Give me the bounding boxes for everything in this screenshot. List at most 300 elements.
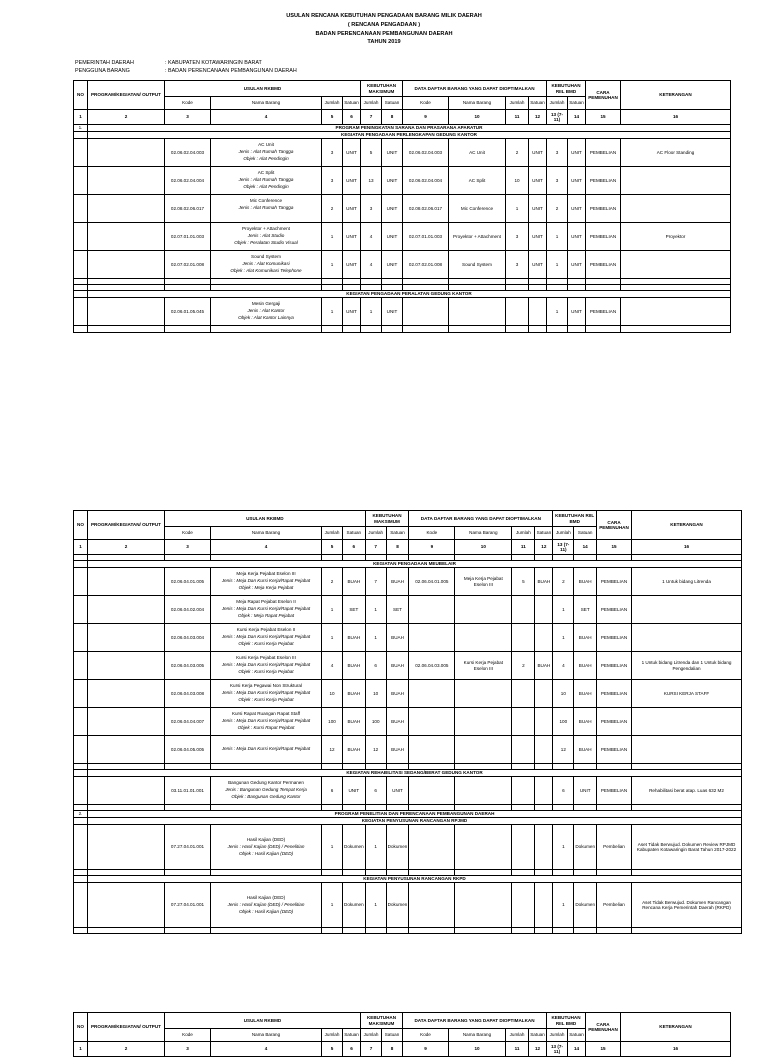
daftar-kode: 02.07.01.01.003: [403, 223, 449, 251]
column-number: 10: [449, 1042, 506, 1057]
daftar-kode: [409, 825, 455, 870]
keterangan: 1 Untuk bidang Litrenda: [632, 568, 742, 596]
section-number: [74, 818, 88, 825]
column-number: 6: [343, 540, 366, 555]
item-objek: Objek : Hasil Kajian (DED): [238, 908, 294, 914]
subheader-satuan: Satuan: [343, 97, 361, 110]
subheader-nama-barang: Nama Barang: [211, 527, 322, 540]
daftar-satuan: [535, 624, 553, 652]
column-number: 13 (7-11): [553, 540, 574, 555]
daftar-satuan: [535, 825, 553, 870]
table-header-row: [74, 81, 731, 97]
usulan-satuan: UNIT: [343, 223, 361, 251]
subheader-jumlah: Jumlah: [547, 97, 568, 110]
col-program-header: PROGRAM/KEGIATAN/ OUTPUT: [88, 81, 165, 110]
table-number-row: [74, 1042, 731, 1057]
col-kebutuhan-riil-header: KEBUTUHAN RIIL BMD: [547, 1013, 586, 1029]
usulan-jumlah: 2: [322, 195, 343, 223]
section-number: [74, 291, 88, 298]
section-title: KEGIATAN PENGADAAN PERLENGKAPAN GEDUNG KANTOR: [88, 132, 731, 139]
riil-jumlah: 100: [553, 708, 574, 736]
section-row: [74, 132, 731, 139]
daftar-satuan: BUAH: [535, 568, 553, 596]
table-row: [74, 680, 742, 708]
riil-jumlah: 1: [553, 624, 574, 652]
maks-satuan: BUAH: [386, 736, 409, 764]
usulan-kode: 02.06.04.03.008: [165, 680, 211, 708]
column-number: 15: [597, 540, 632, 555]
cara-pemenuhan: Pembelian: [597, 825, 632, 870]
cara-pemenuhan: PEMBELIAN: [586, 195, 621, 223]
riil-satuan: UNIT: [568, 139, 586, 167]
item-name: Kursi Kerja Pejabat Eselon II: [236, 627, 296, 632]
item-objek: Objek : Kursi Kerja Pejabat: [238, 669, 294, 674]
riil-satuan: Dokumen: [574, 825, 597, 870]
daftar-nama-barang: [455, 777, 512, 805]
daftar-kode: 02.06.04.01.005: [409, 568, 455, 596]
column-number: 2: [88, 1042, 165, 1057]
maks-jumlah: 1: [365, 596, 386, 624]
daftar-nama-barang: [455, 680, 512, 708]
usulan-jumlah: 3: [322, 139, 343, 167]
table-row: [74, 777, 742, 805]
item-objek: Objek : Meja Rapat Pejabat: [237, 613, 295, 618]
item-jenis: Jenis : Meja Dan Kursi Kerja/Rapat Pejabat: [221, 718, 311, 723]
subheader-nama-barang: Nama Barang: [449, 1029, 506, 1042]
title-line-2: ( RENCANA PENGADAAN ): [347, 21, 421, 28]
table-row: [74, 251, 731, 279]
subheader-jumlah: Jumlah: [322, 97, 343, 110]
section-row: [74, 561, 742, 568]
riil-satuan: UNIT: [568, 167, 586, 195]
usulan-kode: 07.27.04.01.001: [165, 883, 211, 928]
rkbmd-table-page-2: [73, 510, 742, 934]
riil-jumlah: 6: [553, 777, 574, 805]
usulan-nama-barang: [211, 195, 322, 223]
usulan-satuan: UNIT: [343, 195, 361, 223]
usulan-nama-barang: [211, 680, 322, 708]
subheader-nama-barang: Nama Barang: [211, 97, 322, 110]
column-number: 11: [506, 1042, 529, 1057]
daftar-satuan: UNIT: [529, 195, 547, 223]
maks-jumlah: 1: [365, 825, 386, 870]
riil-jumlah: 10: [553, 680, 574, 708]
table-row: [74, 624, 742, 652]
daftar-satuan: [535, 777, 553, 805]
daftar-nama-barang: [455, 708, 512, 736]
column-number: 12: [535, 540, 553, 555]
daftar-nama-barang: AC Split: [449, 167, 506, 195]
maks-satuan: BUAH: [386, 624, 409, 652]
keterangan: Aset Tidak Berwujud. Dokumen Review RPJMD Kabupaten Kotawaringin Barat Tahun 2017-2022: [632, 825, 742, 870]
daftar-jumlah: [512, 825, 535, 870]
cara-pemenuhan: PEMBELIAN: [597, 777, 632, 805]
column-number: 6: [343, 110, 361, 125]
riil-jumlah: 1: [547, 298, 568, 326]
cara-pemenuhan: PEMBELIAN: [586, 251, 621, 279]
usulan-nama-barang: [211, 298, 322, 326]
usulan-nama-barang: [211, 624, 322, 652]
column-number: 7: [361, 1042, 382, 1057]
section-title: KEGIATAN PENGADAAN MEUBELAIR: [88, 561, 742, 568]
riil-satuan: UNIT: [568, 195, 586, 223]
cara-pemenuhan: PEMBELIAN: [586, 139, 621, 167]
usulan-satuan: BUAH: [343, 708, 366, 736]
item-name: Mesin Gergaji: [251, 301, 281, 306]
usulan-satuan: UNIT: [343, 251, 361, 279]
cara-pemenuhan: PEMBELIAN: [597, 680, 632, 708]
cara-pemenuhan: PEMBELIAN: [586, 167, 621, 195]
daftar-jumlah: [512, 777, 535, 805]
subheader-jumlah: Jumlah: [512, 527, 535, 540]
maks-jumlah: 3: [361, 195, 382, 223]
keterangan: [632, 708, 742, 736]
daftar-nama-barang: Sound System: [449, 251, 506, 279]
maks-satuan: Dokumen: [386, 883, 409, 928]
riil-jumlah: 3: [547, 139, 568, 167]
subheader-satuan: Satuan: [568, 1029, 586, 1042]
column-number: 9: [403, 1042, 449, 1057]
item-name: Kursi Kerja Pejabat Eselon III: [236, 655, 296, 660]
subheader-satuan: Satuan: [382, 97, 403, 110]
maks-satuan: BUAH: [386, 708, 409, 736]
maks-jumlah: 13: [361, 167, 382, 195]
riil-satuan: BUAH: [574, 708, 597, 736]
riil-satuan: BUAH: [574, 568, 597, 596]
usulan-kode: 02.08.02.06.017: [165, 195, 211, 223]
col-keterangan-header: KETERANGAN: [621, 1013, 731, 1042]
keterangan: 1 Untuk bidang Litrenda dan 1 Untuk bidang Pengendalian: [632, 652, 742, 680]
table-row: [74, 708, 742, 736]
daftar-nama-barang: [455, 736, 512, 764]
usulan-jumlah: 10: [322, 680, 343, 708]
column-number: 16: [632, 540, 742, 555]
column-number: 1: [74, 1042, 88, 1057]
col-usulan-header: USULAN RKBMD: [165, 511, 366, 527]
riil-jumlah: 1: [553, 825, 574, 870]
column-number: 10: [449, 110, 506, 125]
col-usulan-header: USULAN RKBMD: [165, 1013, 361, 1029]
item-name: Sound System: [251, 254, 281, 259]
daftar-satuan: [535, 736, 553, 764]
column-number: 15: [586, 1042, 621, 1057]
keterangan: [632, 596, 742, 624]
usulan-satuan: UNIT: [343, 777, 366, 805]
daftar-jumlah: [506, 298, 529, 326]
subheader-satuan: Satuan: [386, 527, 409, 540]
usulan-jumlah: 1: [322, 883, 343, 928]
usulan-kode: 07.27.04.01.001: [165, 825, 211, 870]
title-line-3: BADAN PERENCANAAN PEMBANGUNAN DAERAH: [315, 30, 453, 37]
cara-pemenuhan: PEMBELIAN: [597, 568, 632, 596]
maks-jumlah: 100: [365, 708, 386, 736]
usulan-nama-barang: [211, 568, 322, 596]
col-kebutuhan-riil-header: KEBUTUHAN RIIL BMD: [547, 81, 586, 97]
maks-jumlah: 4: [361, 251, 382, 279]
usulan-jumlah: 4: [322, 652, 343, 680]
usulan-jumlah: 1: [322, 298, 343, 326]
col-keterangan-header: KETERANGAN: [621, 81, 731, 110]
table-header-row: [74, 1013, 731, 1029]
subheader-nama-barang: Nama Barang: [211, 1029, 322, 1042]
item-name: [212, 739, 320, 746]
column-number: 5: [322, 1042, 343, 1057]
usulan-jumlah: 100: [322, 708, 343, 736]
keterangan: [632, 624, 742, 652]
usulan-kode: 02.07.01.01.003: [165, 223, 211, 251]
daftar-jumlah: [512, 883, 535, 928]
daftar-kode: [409, 777, 455, 805]
maks-satuan: UNIT: [382, 298, 403, 326]
daftar-kode: 02.06.02.04.003: [403, 139, 449, 167]
column-number: 2: [88, 110, 165, 125]
riil-satuan: BUAH: [574, 680, 597, 708]
spacer-row: [74, 928, 742, 934]
daftar-jumlah: 3: [506, 251, 529, 279]
subheader-kode: Kode: [165, 1029, 211, 1042]
usulan-satuan: BUAH: [343, 736, 366, 764]
column-number: 8: [382, 1042, 403, 1057]
column-number: 2: [88, 540, 165, 555]
col-daftar-barang-header: DATA DAFTAR BARANG YANG DAPAT DIOPTIMALKAN: [409, 511, 553, 527]
daftar-jumlah: 1: [506, 195, 529, 223]
subheader-kode: Kode: [165, 97, 211, 110]
col-kebutuhan-maks-header: KEBUTUHAN MAKSIMUM: [361, 81, 403, 97]
keterangan: [621, 298, 731, 326]
cara-pemenuhan: PEMBELIAN: [597, 596, 632, 624]
column-number: 11: [506, 110, 529, 125]
daftar-satuan: UNIT: [529, 139, 547, 167]
maks-jumlah: 4: [361, 223, 382, 251]
column-number: 15: [586, 110, 621, 125]
table-row: [74, 167, 731, 195]
riil-satuan: BUAH: [574, 652, 597, 680]
section-row: [74, 125, 731, 132]
maks-jumlah: 10: [365, 680, 386, 708]
riil-satuan: BUAH: [574, 736, 597, 764]
daftar-satuan: UNIT: [529, 251, 547, 279]
column-number: 4: [211, 1042, 322, 1057]
subheader-satuan: Satuan: [343, 527, 366, 540]
keterangan: [621, 251, 731, 279]
table-row: [74, 652, 742, 680]
usulan-nama-barang: [211, 596, 322, 624]
column-number: 12: [529, 110, 547, 125]
daftar-kode: [409, 624, 455, 652]
usulan-kode: 02.06.04.04.007: [165, 708, 211, 736]
table-row: [74, 825, 742, 870]
col-cara-header: CARA PEMENUHAN: [586, 1013, 621, 1042]
column-number: 9: [403, 110, 449, 125]
daftar-jumlah: 2: [512, 652, 535, 680]
usulan-nama-barang: [211, 652, 322, 680]
section-row: [74, 818, 742, 825]
item-objek: Objek : Kursi Kerja Pejabat: [238, 697, 294, 702]
usulan-kode: 02.06.04.02.004: [165, 596, 211, 624]
usulan-satuan: Dokumen: [343, 883, 366, 928]
usulan-kode: 02.06.04.03.005: [165, 652, 211, 680]
section-number: [74, 770, 88, 777]
usulan-jumlah: 1: [322, 223, 343, 251]
meta-pemerintah: [75, 60, 262, 68]
item-name: AC Unit: [258, 142, 274, 147]
item-jenis: Jenis : Hasil Kajian (DED) / Penelitian: [227, 901, 305, 907]
item-objek: Objek : Alat Pendingin: [243, 184, 289, 189]
column-number: 3: [165, 540, 211, 555]
daftar-satuan: [535, 596, 553, 624]
section-title: PROGRAM PENINGKATAN SARANA DAN PRASARANA APARATUR: [88, 125, 731, 132]
usulan-nama-barang: [211, 167, 322, 195]
daftar-jumlah: [512, 708, 535, 736]
riil-satuan: UNIT: [568, 251, 586, 279]
usulan-kode: 02.06.02.04.003: [165, 139, 211, 167]
item-jenis: Jenis : Meja Dan Kursi Kerja/Rapat Pejabat: [221, 634, 311, 639]
riil-jumlah: 1: [547, 223, 568, 251]
item-name: Hasil Kajian (DED): [246, 894, 286, 900]
section-row: [74, 770, 742, 777]
col-daftar-barang-header: DATA DAFTAR BARANG YANG DAPAT DIOPTIMALKAN: [403, 1013, 547, 1029]
daftar-kode: [409, 596, 455, 624]
daftar-nama-barang: [455, 825, 512, 870]
item-jenis: Jenis : Meja Dan Kursi Kerja/Rapat Pejabat: [221, 578, 311, 583]
usulan-nama-barang: [211, 223, 322, 251]
riil-jumlah: 1: [553, 883, 574, 928]
riil-jumlah: 1: [547, 251, 568, 279]
daftar-satuan: [535, 883, 553, 928]
table-row: [74, 298, 731, 326]
daftar-jumlah: [512, 624, 535, 652]
meta-pemerintah-label: PEMERINTAH DAERAH: [75, 60, 134, 66]
spacer-row: [74, 326, 731, 333]
maks-satuan: Dokumen: [386, 825, 409, 870]
riil-satuan: Dokumen: [574, 883, 597, 928]
column-number: 4: [211, 110, 322, 125]
col-keterangan-header: KETERANGAN: [632, 511, 742, 540]
cara-pemenuhan: PEMBELIAN: [586, 223, 621, 251]
column-number: 3: [165, 1042, 211, 1057]
col-usulan-header: USULAN RKBMD: [165, 81, 361, 97]
table-row: [74, 883, 742, 928]
table-row: [74, 736, 742, 764]
col-program-header: PROGRAM/KEGIATAN/ OUTPUT: [88, 1013, 165, 1042]
maks-jumlah: 1: [365, 624, 386, 652]
item-jenis: Jenis : Bangunan Gedung Tempat Kerja: [225, 787, 307, 792]
title-line-4: TAHUN 2019: [367, 39, 401, 46]
meta-pengguna: [75, 68, 297, 76]
maks-satuan: UNIT: [386, 777, 409, 805]
usulan-jumlah: 1: [322, 825, 343, 870]
column-number: 5: [322, 540, 343, 555]
table-row: [74, 195, 731, 223]
usulan-satuan: UNIT: [343, 298, 361, 326]
meta-pengguna-value: : BADAN PERENCANAAN PEMBANGUNAN DAERAH: [165, 68, 297, 74]
usulan-satuan: BUAH: [343, 624, 366, 652]
subheader-kode: Kode: [409, 527, 455, 540]
subheader-satuan: Satuan: [574, 527, 597, 540]
column-number: 13 (7-11): [547, 110, 568, 125]
usulan-kode: 02.06.01.05.045: [165, 298, 211, 326]
item-name: Kursi Rapat Ruangan Rapat Staff: [231, 711, 301, 716]
item-objek: Objek : Kursi Kerja Pejabat: [238, 641, 294, 646]
maks-jumlah: 1: [361, 298, 382, 326]
maks-jumlah: 12: [365, 736, 386, 764]
daftar-nama-barang: Meja Kerja Pejabat Eselon III: [455, 568, 512, 596]
rkbmd-table-page-1: [73, 80, 731, 333]
daftar-jumlah: 10: [506, 167, 529, 195]
item-jenis: Jenis : Alat Rumah Tangga: [238, 205, 294, 210]
subheader-satuan: Satuan: [568, 97, 586, 110]
item-objek: Objek : Hasil Kajian (DED): [238, 850, 294, 856]
daftar-nama-barang: AC Unit: [449, 139, 506, 167]
table-number-row: [74, 540, 742, 555]
usulan-jumlah: 6: [322, 777, 343, 805]
usulan-satuan: BUAH: [343, 680, 366, 708]
subheader-satuan: Satuan: [382, 1029, 403, 1042]
document-title: [0, 12, 768, 47]
col-kebutuhan-riil-header: KEBUTUHAN RIIL BMD: [553, 511, 597, 527]
maks-satuan: BUAH: [386, 568, 409, 596]
daftar-satuan: UNIT: [529, 167, 547, 195]
title-line-1: USULAN RENCANA KEBUTUHAN PENGADAAN BARANG MILIK DAERAH: [286, 13, 482, 19]
section-row: [74, 876, 742, 883]
usulan-kode: 02.06.04.05.005: [165, 736, 211, 764]
column-number: 1: [74, 110, 88, 125]
item-jenis: Jenis : Alat Rumah Tangga: [238, 149, 294, 154]
maks-jumlah: 1: [365, 883, 386, 928]
column-number: 13 (7-11): [547, 1042, 568, 1057]
item-objek: Objek : Bangunan Gedung Kantor: [231, 794, 301, 799]
subheader-nama-barang: Nama Barang: [455, 527, 512, 540]
riil-satuan: SET: [574, 596, 597, 624]
item-objek: Objek : Kursi Rapat Pejabat: [237, 725, 295, 730]
item-jenis: Jenis : Alat Studio: [247, 233, 285, 238]
daftar-nama-barang: [455, 624, 512, 652]
usulan-jumlah: 1: [322, 624, 343, 652]
usulan-kode: 03.11.01.01.001: [165, 777, 211, 805]
usulan-jumlah: 12: [322, 736, 343, 764]
usulan-satuan: UNIT: [343, 139, 361, 167]
column-number: 16: [621, 1042, 731, 1057]
item-jenis: Jenis : Alat Rumah Tangga: [238, 177, 294, 182]
column-number: 7: [361, 110, 382, 125]
cara-pemenuhan: PEMBELIAN: [597, 624, 632, 652]
daftar-jumlah: [512, 736, 535, 764]
section-number: [74, 132, 88, 139]
item-name: Meja Rapat Pejabat Eselon II: [236, 599, 296, 604]
usulan-nama-barang: [211, 883, 322, 928]
column-number: 8: [382, 110, 403, 125]
subheader-satuan: Satuan: [343, 1029, 361, 1042]
col-kebutuhan-maks-header: KEBUTUHAN MAKSIMUM: [365, 511, 409, 527]
item-name: Proyektor + Attachment: [242, 226, 290, 231]
meta-pengguna-label: PENGGUNA BARANG: [75, 68, 130, 74]
keterangan: KURSI KERJA STAFF: [632, 680, 742, 708]
daftar-jumlah: 5: [512, 568, 535, 596]
col-cara-header: CARA PEMENUHAN: [597, 511, 632, 540]
table-row: [74, 596, 742, 624]
usulan-nama-barang: [211, 736, 322, 764]
riil-jumlah: 3: [547, 167, 568, 195]
usulan-satuan: BUAH: [343, 568, 366, 596]
item-name: Hasil Kajian (DED): [246, 836, 286, 842]
column-number: 5: [322, 110, 343, 125]
daftar-satuan: [535, 680, 553, 708]
item-name: Bangunan Gedung Kantor Permanen: [228, 780, 304, 785]
section-title: KEGIATAN REHABILITASI SEDANG/BERAT GEDUNG KANTOR: [88, 770, 742, 777]
section-number: [74, 876, 88, 883]
item-objek: Objek : Alat Komunikasi Telephone: [230, 268, 302, 273]
column-number: 9: [409, 540, 455, 555]
